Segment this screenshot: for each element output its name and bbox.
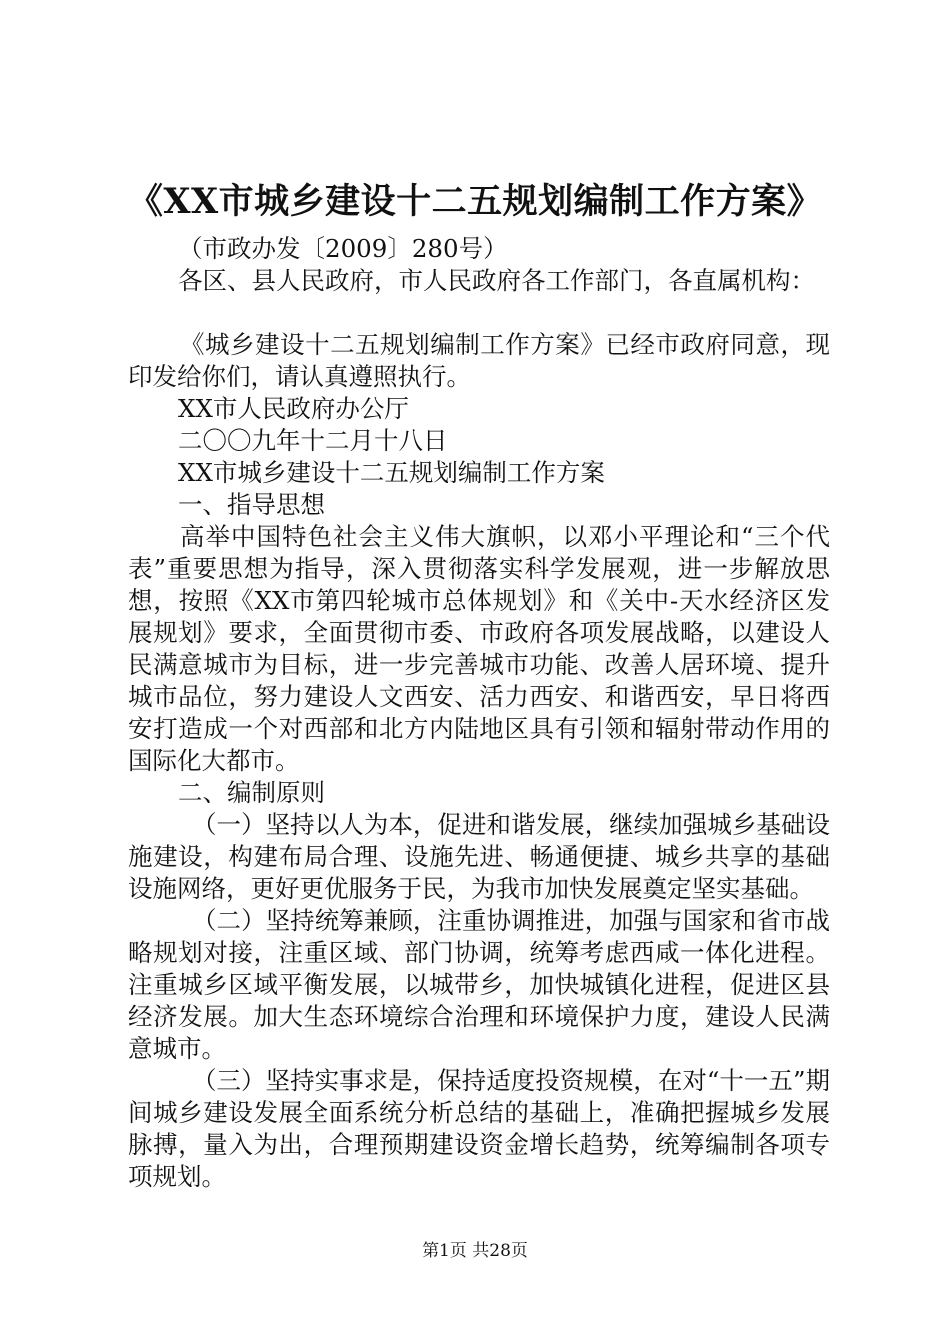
addressee-line: 各区、县人民政府，市人民政府各工作部门，各直属机构： — [178, 266, 815, 295]
issuer-line: XX市人民政府办公厅 — [178, 394, 409, 423]
plan-subtitle: XX市城乡建设十二五规划编制工作方案 — [178, 458, 605, 487]
principle-paragraph-3: （三）坚持实事求是，保持适度投资规模，在对“十一五”期间城乡建设发展全面系统分析总结的基础上，准确把握城乡发展脉搏，量入为出，合理预期建设资金增长趋势，统筹编制各项专项规划。 — [128, 1066, 830, 1191]
paragraph-spacer — [128, 297, 830, 329]
document-body — [128, 233, 830, 1193]
date-line: 二〇〇九年十二月十八日 — [178, 426, 448, 455]
principle-paragraph-1: （一）坚持以人为本，促进和谐发展，继续加强城乡基础设施建设，构建布局合理、设施先进、畅通便捷、城乡共享的基础设施网络，更好更优服务于民，为我市加快发展奠定坚实基础。 — [128, 810, 830, 903]
principle-paragraph-2: （二）坚持统筹兼顾，注重协调推进，加强与国家和省市战略规划对接，注重区域、部门协调，统筹考虑西咸一体化进程。注重城乡区域平衡发展，以城带乡，加快城镇化进程，促进区县经济发展。加大生态环境综合治理和环境保护力度，建设人民满意城市。 — [128, 906, 830, 1063]
section-paragraph-guiding-thought: 高举中国特色社会主义伟大旗帜，以邓小平理论和“三个代表”重要思想为指导，深入贯彻落实科学发展观，进一步解放思想，按照《XX市第四轮城市总体规划》和《关中-天水经济区发展规划》要求，全面贯彻市委、市政府各项发展战略，以建设人民满意城市为目标，进一步完善城市功能、改善人居环境、提升城市品位，努力建设人文西安、活力西安、和谐西安，早日将西安打造成一个对西部和北方内陆地区具有引领和辐射带动作用的国际化大都市。 — [128, 522, 830, 775]
section-heading-guiding-thought: 一、指导思想 — [178, 490, 325, 519]
document-number: （市政办发〔2009〕280号） — [178, 234, 508, 263]
page-footer: 第1页 共28页 — [422, 1241, 528, 1261]
document-title: 《XX市城乡建设十二五规划编制工作方案》 — [127, 181, 823, 222]
section-heading-principles: 二、编制原则 — [178, 778, 325, 807]
intro-paragraph: 《城乡建设十二五规划编制工作方案》已经市政府同意，现印发给你们，请认真遵照执行。 — [128, 330, 830, 391]
